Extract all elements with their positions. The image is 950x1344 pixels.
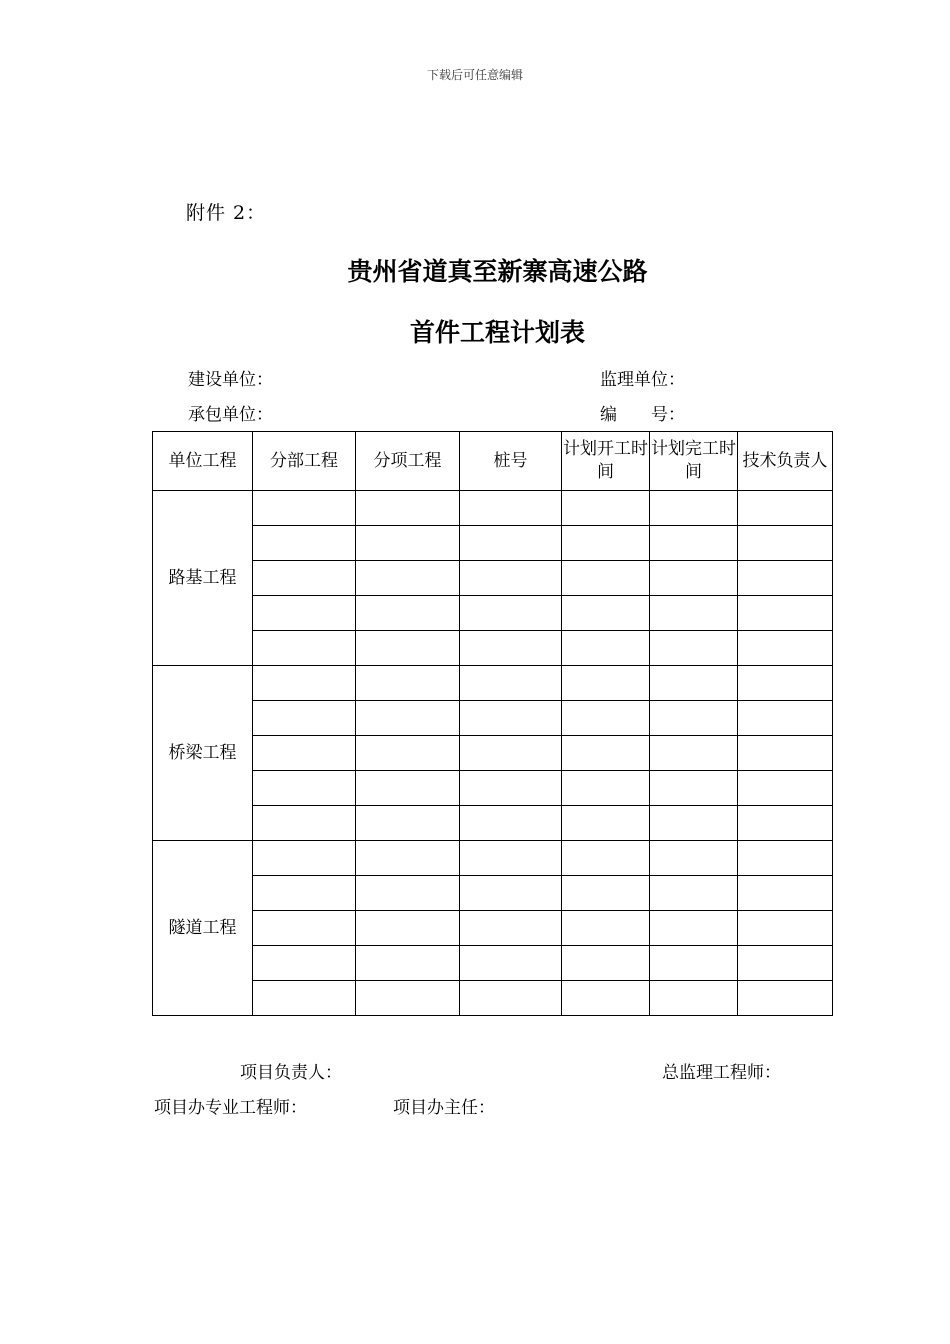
table-cell[interactable] [562, 596, 650, 631]
table-row [153, 911, 833, 946]
table-cell[interactable] [562, 946, 650, 981]
table-cell[interactable] [650, 806, 738, 841]
table-cell[interactable] [460, 946, 562, 981]
table-cell[interactable] [356, 841, 460, 876]
table-cell[interactable] [253, 701, 356, 736]
table-cell[interactable] [650, 771, 738, 806]
table-row [153, 946, 833, 981]
table-cell[interactable] [650, 491, 738, 526]
table-cell[interactable] [253, 666, 356, 701]
plan-table [152, 431, 833, 1016]
table-cell[interactable] [356, 736, 460, 771]
table-cell[interactable] [738, 666, 833, 701]
table-cell[interactable] [460, 526, 562, 561]
table-cell[interactable] [562, 876, 650, 911]
table-row [153, 666, 833, 701]
table-cell[interactable] [460, 701, 562, 736]
table-cell[interactable] [356, 701, 460, 736]
table-cell[interactable] [650, 526, 738, 561]
table-cell[interactable] [356, 806, 460, 841]
table-row [153, 981, 833, 1016]
header-division-project: 分部工程 [253, 432, 356, 491]
table-row [153, 841, 833, 876]
table-cell[interactable] [562, 911, 650, 946]
table-cell[interactable] [356, 981, 460, 1016]
table-cell[interactable] [738, 911, 833, 946]
table-header-row [153, 432, 833, 491]
table-cell[interactable] [356, 561, 460, 596]
table-row [153, 771, 833, 806]
table-cell[interactable] [253, 876, 356, 911]
table-row [153, 491, 833, 526]
table-cell[interactable] [253, 596, 356, 631]
table-cell[interactable] [356, 491, 460, 526]
table-cell[interactable] [253, 561, 356, 596]
table-cell[interactable] [738, 771, 833, 806]
office-engineer-label: 项目办专业工程师： [154, 1098, 307, 1118]
table-cell[interactable] [460, 596, 562, 631]
table-cell[interactable] [650, 666, 738, 701]
number-label: 编 号： [600, 405, 685, 425]
contractor-unit-label: 承包单位： [188, 405, 273, 425]
table-row [153, 631, 833, 666]
office-director-label: 项目办主任： [393, 1098, 495, 1118]
table-cell[interactable] [562, 806, 650, 841]
table-cell[interactable] [650, 841, 738, 876]
table-cell[interactable] [738, 491, 833, 526]
unit-project-cell: 路基工程 [153, 491, 253, 666]
table-cell[interactable] [253, 771, 356, 806]
table-cell[interactable] [460, 666, 562, 701]
table-cell[interactable] [253, 911, 356, 946]
table-cell[interactable] [460, 806, 562, 841]
table-cell[interactable] [562, 666, 650, 701]
table-row [153, 526, 833, 561]
table-cell[interactable] [738, 841, 833, 876]
table-cell[interactable] [650, 946, 738, 981]
table-cell[interactable] [650, 596, 738, 631]
table-cell[interactable] [356, 876, 460, 911]
table-cell[interactable] [738, 526, 833, 561]
unit-project-cell: 桥梁工程 [153, 666, 253, 841]
table-cell[interactable] [738, 946, 833, 981]
table-cell[interactable] [738, 736, 833, 771]
table-cell[interactable] [738, 701, 833, 736]
table-cell[interactable] [253, 946, 356, 981]
project-leader-label: 项目负责人： [240, 1063, 342, 1083]
table-cell[interactable] [738, 876, 833, 911]
table-cell[interactable] [356, 771, 460, 806]
table-cell[interactable] [460, 981, 562, 1016]
table-cell[interactable] [562, 631, 650, 666]
table-cell[interactable] [738, 631, 833, 666]
table-cell[interactable] [460, 876, 562, 911]
table-cell[interactable] [650, 561, 738, 596]
table-cell[interactable] [562, 701, 650, 736]
table-row [153, 596, 833, 631]
table-cell[interactable] [253, 736, 356, 771]
table-cell[interactable] [738, 981, 833, 1016]
table-cell[interactable] [356, 596, 460, 631]
attachment-label: 附件 2： [186, 202, 267, 224]
table-row [153, 806, 833, 841]
table-cell[interactable] [650, 911, 738, 946]
table-cell[interactable] [460, 631, 562, 666]
table-cell[interactable] [253, 806, 356, 841]
table-row [153, 876, 833, 911]
header-item-project: 分项工程 [356, 432, 460, 491]
table-cell[interactable] [356, 526, 460, 561]
table-cell[interactable] [253, 526, 356, 561]
table-cell[interactable] [460, 491, 562, 526]
table-cell[interactable] [356, 911, 460, 946]
table-cell[interactable] [460, 771, 562, 806]
table-cell[interactable] [253, 631, 356, 666]
table-cell[interactable] [650, 981, 738, 1016]
header-technical-lead: 技术负责人 [738, 432, 833, 491]
table-cell[interactable] [650, 701, 738, 736]
document-title: 贵州省道真至新寨高速公路 [347, 257, 648, 286]
table-cell[interactable] [738, 596, 833, 631]
table-cell[interactable] [562, 771, 650, 806]
table-cell[interactable] [460, 841, 562, 876]
table-row [153, 561, 833, 596]
construction-unit-label: 建设单位： [188, 370, 273, 390]
document-subtitle: 首件工程计划表 [409, 318, 585, 347]
table-row [153, 736, 833, 771]
header-note: 下载后可任意编辑 [426, 68, 523, 82]
header-planned-finish: 计划完工时间 [650, 432, 738, 491]
table-cell[interactable] [253, 981, 356, 1016]
table-cell[interactable] [562, 561, 650, 596]
table-cell[interactable] [460, 911, 562, 946]
chief-supervisor-label: 总监理工程师： [662, 1063, 781, 1083]
table-cell[interactable] [562, 841, 650, 876]
table-cell[interactable] [253, 491, 356, 526]
unit-project-cell: 隧道工程 [153, 841, 253, 1016]
header-unit-project: 单位工程 [153, 432, 253, 491]
table-cell[interactable] [253, 841, 356, 876]
table-cell[interactable] [650, 736, 738, 771]
table-cell[interactable] [562, 491, 650, 526]
table-cell[interactable] [650, 631, 738, 666]
table-cell[interactable] [650, 876, 738, 911]
table-cell[interactable] [562, 526, 650, 561]
table-cell[interactable] [460, 561, 562, 596]
supervision-unit-label: 监理单位： [600, 370, 685, 390]
table-cell[interactable] [562, 736, 650, 771]
header-planned-start: 计划开工时间 [562, 432, 650, 491]
table-cell[interactable] [738, 806, 833, 841]
header-stake-number: 桩号 [460, 432, 562, 491]
table-row [153, 701, 833, 736]
table-cell[interactable] [356, 666, 460, 701]
table-cell[interactable] [738, 561, 833, 596]
table-cell[interactable] [356, 946, 460, 981]
table-cell[interactable] [356, 631, 460, 666]
table-cell[interactable] [460, 736, 562, 771]
table-cell[interactable] [562, 981, 650, 1016]
